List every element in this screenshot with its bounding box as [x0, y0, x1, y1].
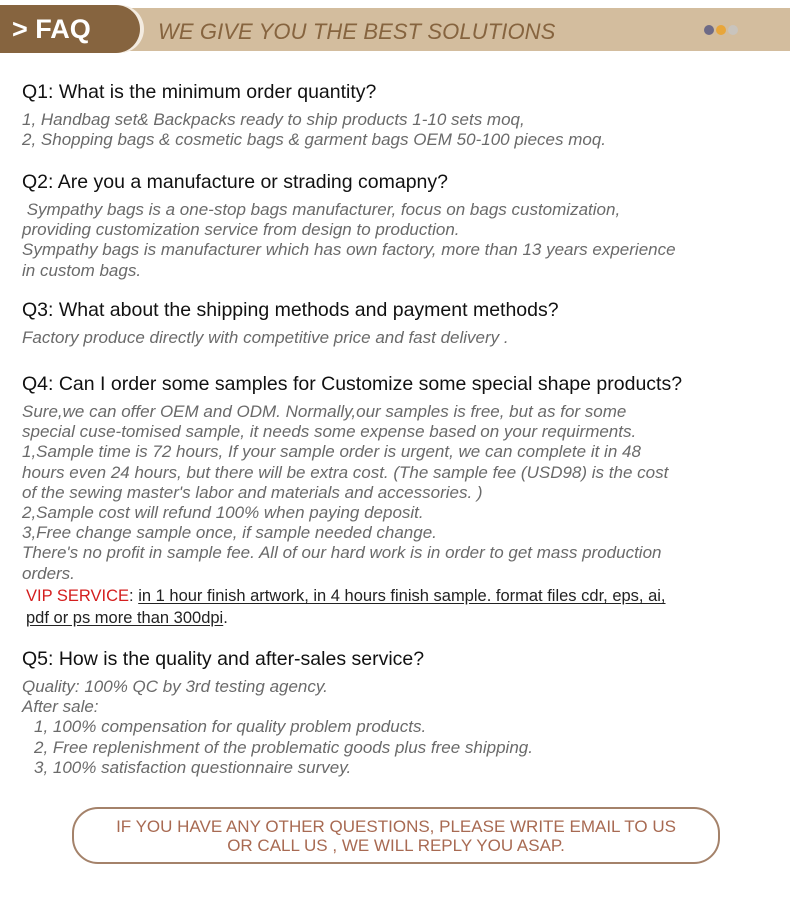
answer-line: 3,Free change sample once, if sample needed change. — [22, 523, 437, 543]
faq-item-q2 — [22, 170, 782, 281]
faq-item-q4 — [22, 372, 782, 628]
answer — [22, 328, 782, 348]
vip-service-label: VIP SERVICE — [26, 586, 130, 605]
dot-icon — [704, 25, 714, 35]
question: Q4: Can I order some samples for Customize some special shape products? — [22, 373, 683, 395]
vip-service-text: in 1 hour finish artwork, in 4 hours finish sample. format files cdr, eps, ai, — [138, 586, 666, 605]
answer-line: Sure,we can offer OEM and ODM. Normally,our samples is free, but as for some — [22, 402, 627, 421]
question: Q1: What is the minimum order quantity? — [22, 81, 377, 103]
answer-line: hours even 24 hours, but there will be extra cost. (The sample fee (USD98) is the cost — [22, 462, 669, 482]
contact-banner — [72, 807, 720, 864]
answer-line: orders. — [22, 563, 75, 583]
answer-line: 1,Sample time is 72 hours, If your sample order is urgent, we can complete it in 48 — [22, 442, 641, 462]
answer-line: 1, Handbag set& Backpacks ready to ship products 1-10 sets moq, — [22, 110, 525, 129]
answer — [22, 200, 782, 281]
decorative-dots — [704, 25, 738, 37]
answer-line: Sympathy bags is manufacturer which has own factory, more than 13 years experience — [22, 240, 676, 260]
answer-line: of the sewing master's labor and materials and accessories. ) — [22, 482, 483, 502]
answer — [22, 402, 782, 628]
answer-line: in custom bags. — [22, 260, 142, 280]
answer — [22, 110, 782, 150]
header-slogan: WE GIVE YOU THE BEST SOLUTIONS — [158, 19, 556, 44]
contact-banner-line: OR CALL US , WE WILL REPLY YOU ASAP. — [227, 836, 565, 855]
answer-line: Quality: 100% QC by 3rd testing agency. — [22, 677, 328, 696]
vip-service-text: pdf or ps more than 300dpi — [26, 609, 224, 628]
dot-icon — [728, 25, 738, 35]
answer-line: 2, Free replenishment of the problematic goods plus free shipping. — [34, 737, 533, 757]
faq-header — [0, 5, 790, 51]
answer — [22, 677, 782, 778]
faq-item-q3 — [22, 298, 782, 348]
answer-line: There's no profit in sample fee. All of our hard work is in order to get mass production — [22, 543, 662, 563]
answer-line: 2, Shopping bags & cosmetic bags & garment bags OEM 50-100 pieces moq. — [22, 130, 606, 150]
answer-line: special cuse-tomised sample, it needs some expense based on your requirments. — [22, 422, 637, 442]
question: Q2: Are you a manufacture or strading comapny? — [22, 171, 448, 193]
vip-service-line — [22, 586, 782, 606]
answer-line: Factory produce directly with competitive price and fast delivery . — [22, 328, 509, 347]
answer-line: 2,Sample cost will refund 100% when paying deposit. — [22, 503, 424, 523]
faq-item-q1 — [22, 80, 782, 150]
answer-line: providing customization service from design to production. — [22, 220, 460, 240]
dot-icon — [716, 25, 726, 35]
answer-line: 3, 100% satisfaction questionnaire survey. — [34, 757, 352, 777]
answer-line: After sale: — [22, 697, 99, 717]
vip-end: . — [223, 609, 228, 628]
answer-line: Sympathy bags is a one-stop bags manufacturer, focus on bags customization, — [22, 200, 621, 219]
faq-tab: > FAQ — [0, 5, 140, 53]
contact-banner-line: IF YOU HAVE ANY OTHER QUESTIONS, PLEASE WRITE EMAIL TO US — [116, 817, 676, 836]
vip-service-line — [22, 608, 782, 628]
question: Q3: What about the shipping methods and payment methods? — [22, 299, 559, 321]
answer-line: 1, 100% compensation for quality problem products. — [34, 717, 427, 737]
question: Q5: How is the quality and after-sales service? — [22, 648, 425, 670]
faq-item-q5 — [22, 647, 782, 778]
vip-colon: : — [129, 586, 139, 605]
